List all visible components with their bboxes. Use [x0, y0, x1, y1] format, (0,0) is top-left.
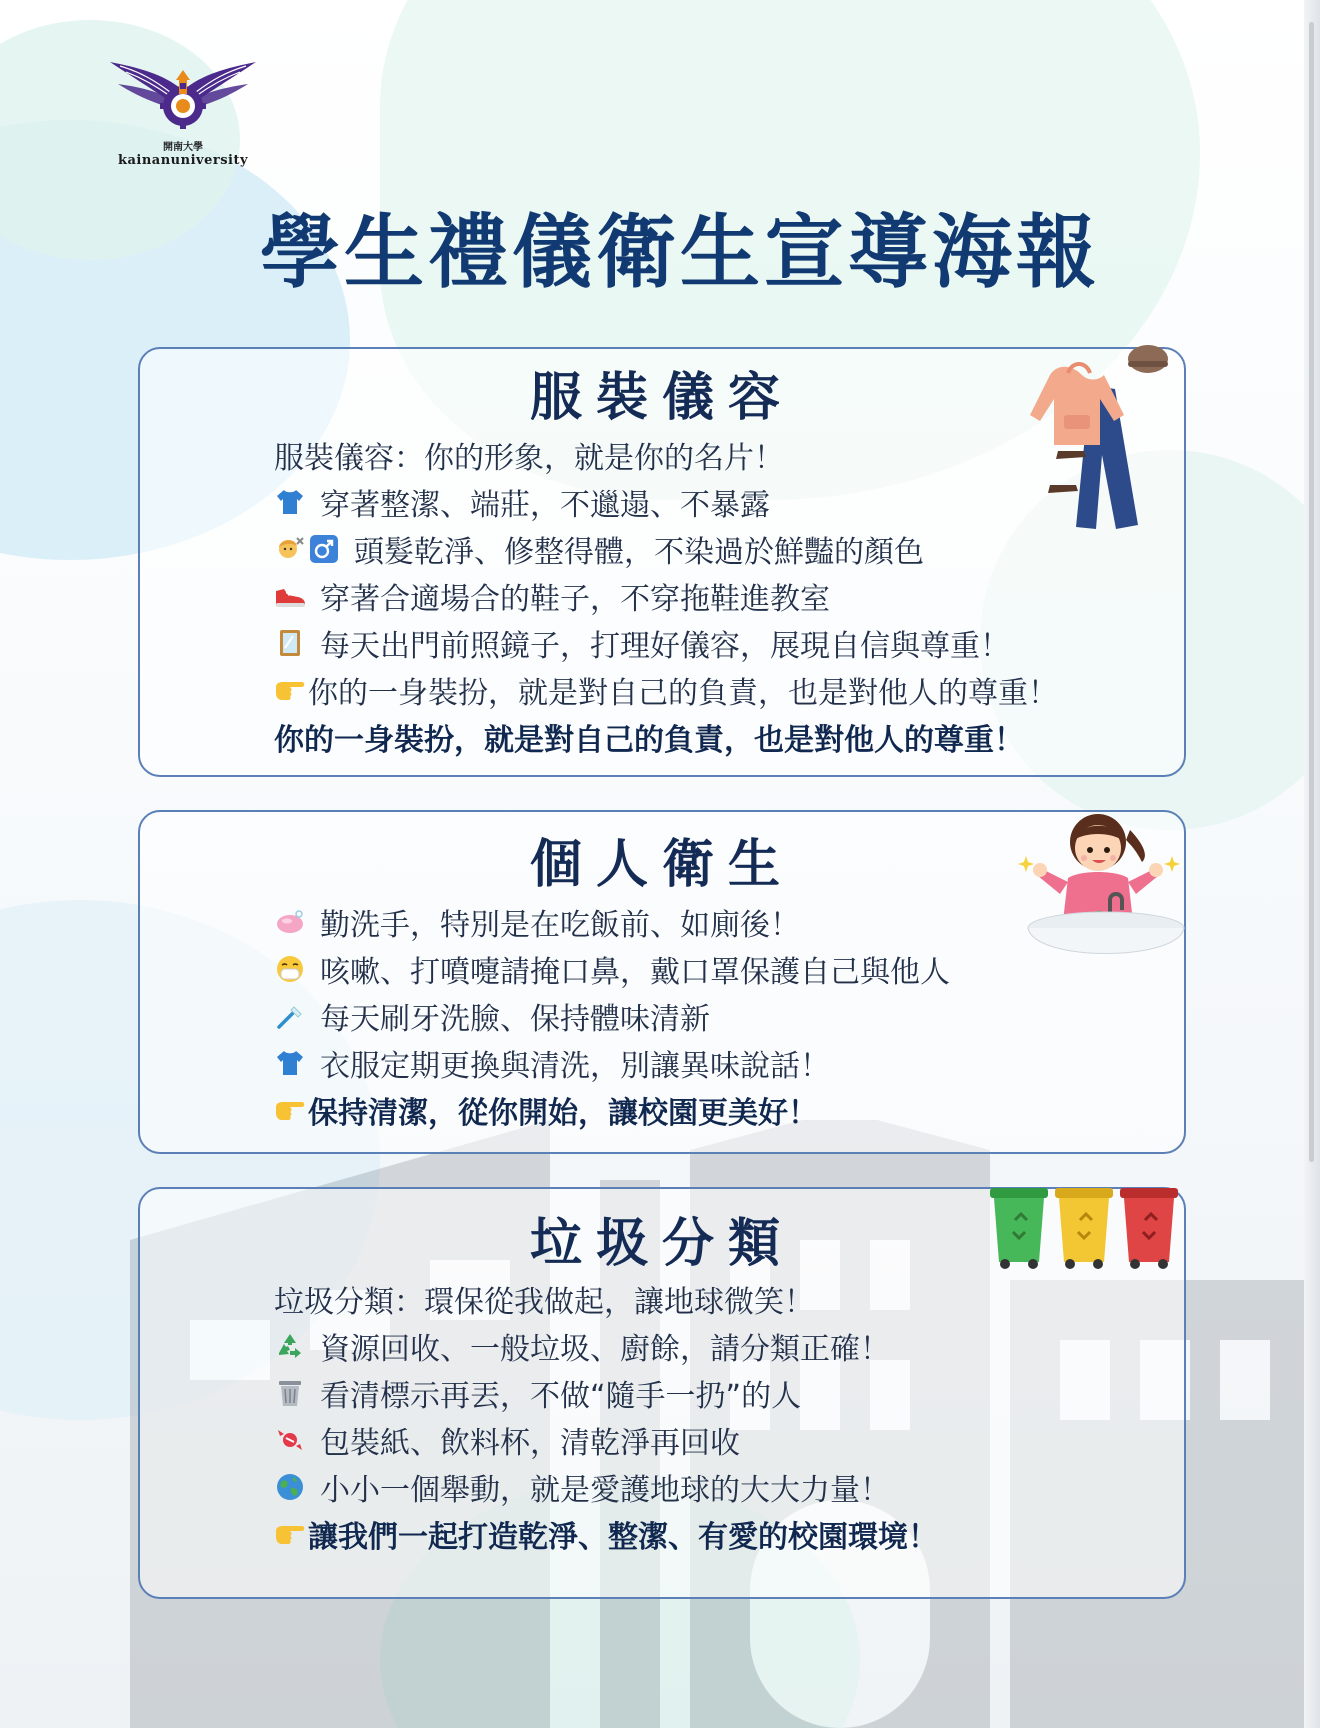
section-line — [274, 1275, 1154, 1322]
mask-face-icon — [274, 953, 306, 985]
section-line — [274, 1510, 1154, 1557]
line-text: 資源回收、一般垃圾、廚餘，請分類正確！ — [320, 1331, 890, 1367]
section-line — [274, 619, 1154, 666]
tshirt-icon — [274, 1047, 306, 1079]
pointing-hand-icon — [274, 1094, 306, 1126]
section-line — [274, 1322, 1154, 1369]
section-line — [274, 1039, 1154, 1086]
section-line — [274, 572, 1154, 619]
soap-icon — [274, 906, 306, 938]
section-title: 垃圾分類 — [529, 1213, 794, 1274]
line-text: 勤洗手，特別是在吃飯前、如廁後！ — [320, 907, 800, 943]
line-text: 垃圾分類：環保從我做起，讓地球微笑！ — [274, 1284, 814, 1320]
section-line — [274, 1416, 1154, 1463]
logo-english-name: kainanuniversity — [117, 153, 249, 168]
line-text: 小小一個舉動，就是愛護地球的大大力量！ — [320, 1472, 890, 1508]
line-text: 頭髮乾淨、修整得體，不染過於鮮豔的顏色 — [354, 534, 924, 570]
logo-chinese-name: 開南大學 — [163, 142, 203, 153]
line-text: 看清標示再丟，不做“隨手一扔”的人 — [320, 1378, 802, 1414]
line-text: 包裝紙、飲料杯，清乾淨再回收 — [320, 1425, 740, 1461]
candy-icon — [274, 1424, 306, 1456]
line-text: 每天刷牙洗臉、保持體味清新 — [320, 1001, 710, 1037]
section-title: 個人衛生 — [529, 834, 794, 895]
mirror-icon — [274, 627, 306, 659]
pointing-hand-icon — [274, 674, 306, 706]
sneaker-icon — [274, 580, 306, 612]
section-line — [274, 1086, 1154, 1133]
line-text: 每天出門前照鏡子，打理好儀容，展現自信與尊重！ — [320, 628, 1010, 664]
recycle-icon — [274, 1330, 306, 1362]
hairdresser-icon — [274, 533, 306, 565]
section-line — [274, 1369, 1154, 1416]
handwashing-girl-illustration — [1010, 800, 1190, 990]
line-text: 服裝儀容：你的形象，就是你的名片！ — [274, 440, 784, 476]
line-text: 讓我們一起打造乾淨、整潔、有愛的校園環境！ — [308, 1519, 938, 1555]
section-title: 服裝儀容 — [529, 367, 794, 428]
recycle-bins-illustration — [985, 1180, 1180, 1270]
line-text: 你的一身裝扮，就是對自己的負責，也是對他人的尊重！ — [274, 722, 1024, 758]
pointing-hand-icon — [274, 1518, 306, 1550]
section-line — [274, 1463, 1154, 1510]
tshirt-icon — [274, 486, 306, 518]
clothes-illustration — [1020, 345, 1180, 535]
globe-icon — [274, 1471, 306, 1503]
poster-title: 學生禮儀衛生宣導海報 — [260, 206, 1100, 299]
line-text: 穿著合適場合的鞋子，不穿拖鞋進教室 — [320, 581, 830, 617]
male-sign-icon — [308, 533, 340, 565]
line-text: 穿著整潔、端莊，不邋遢、不暴露 — [320, 487, 770, 523]
winged-emblem-icon — [110, 50, 256, 142]
wastebasket-icon — [274, 1377, 306, 1409]
university-logo — [108, 50, 258, 168]
line-text: 保持清潔，從你開始，讓校園更美好！ — [308, 1095, 818, 1131]
line-text: 衣服定期更換與清洗，別讓異味說話！ — [320, 1048, 830, 1084]
section-line — [274, 713, 1154, 760]
line-text: 咳嗽、打噴嚏請掩口鼻，戴口罩保護自己與他人 — [320, 954, 950, 990]
toothbrush-icon — [274, 1000, 306, 1032]
section-line — [274, 666, 1154, 713]
scrollbar[interactable] — [1309, 22, 1314, 1162]
line-text: 你的一身裝扮，就是對自己的負責，也是對他人的尊重！ — [308, 675, 1058, 711]
section-line — [274, 992, 1154, 1039]
